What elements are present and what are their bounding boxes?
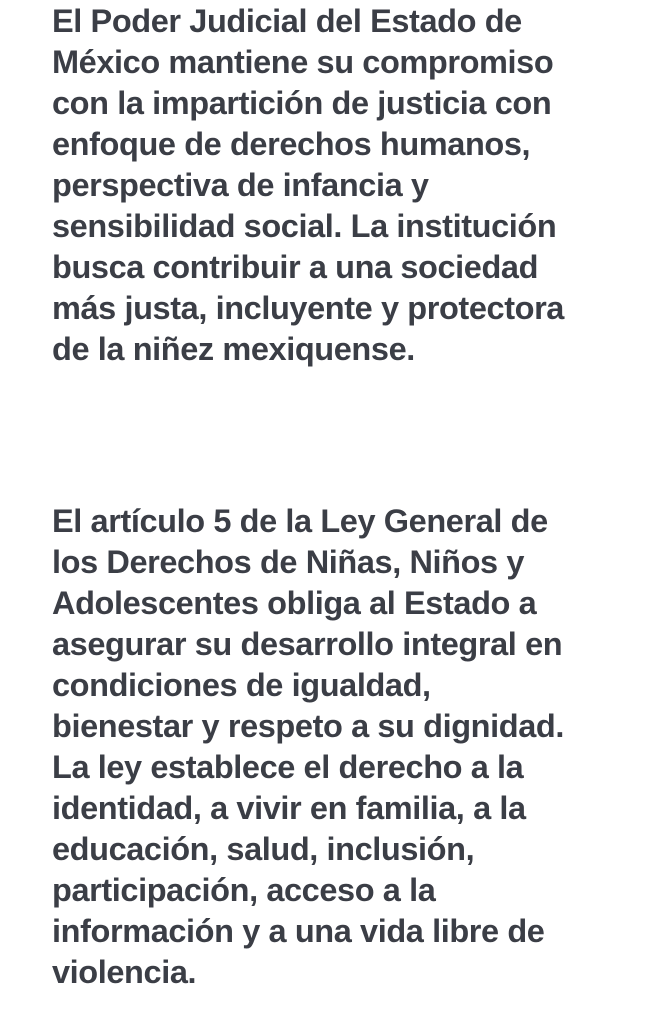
paragraph-articulo-5 [52,501,564,993]
text-line: asegurar su desarrollo integral en [52,626,563,662]
text-line: identidad, a vivir en familia, a la [52,790,526,826]
text-line: condiciones de igualdad, [52,667,431,703]
text-line: Adolescentes obliga al Estado a [52,585,537,621]
text-line: información y a una vida libre de [52,913,545,949]
text-line: La ley establece el derecho a la [52,749,524,785]
text-line: los Derechos de Niñas, Niños y [52,544,525,580]
text-line: bienestar y respeto a su dignidad. [52,708,564,744]
text-line: El Poder Judicial del Estado de [52,3,522,39]
paragraph-poder-judicial [52,1,564,370]
text-line: más justa, incluyente y protectora [52,290,564,326]
text-line: de la niñez mexiquense. [52,331,415,367]
text-line: participación, acceso a la [52,872,436,908]
text-line: México mantiene su compromiso [52,44,554,80]
text-line: perspectiva de infancia y [52,167,429,203]
text-line: busca contribuir a una sociedad [52,249,539,285]
text-line: El artículo 5 de la Ley General de [52,503,548,539]
text-line: enfoque de derechos humanos, [52,126,531,162]
text-line: educación, salud, inclusión, [52,831,475,867]
text-line: sensibilidad social. La institución [52,208,557,244]
text-line: violencia. [52,954,197,990]
text-line: con la impartición de justicia con [52,85,552,121]
